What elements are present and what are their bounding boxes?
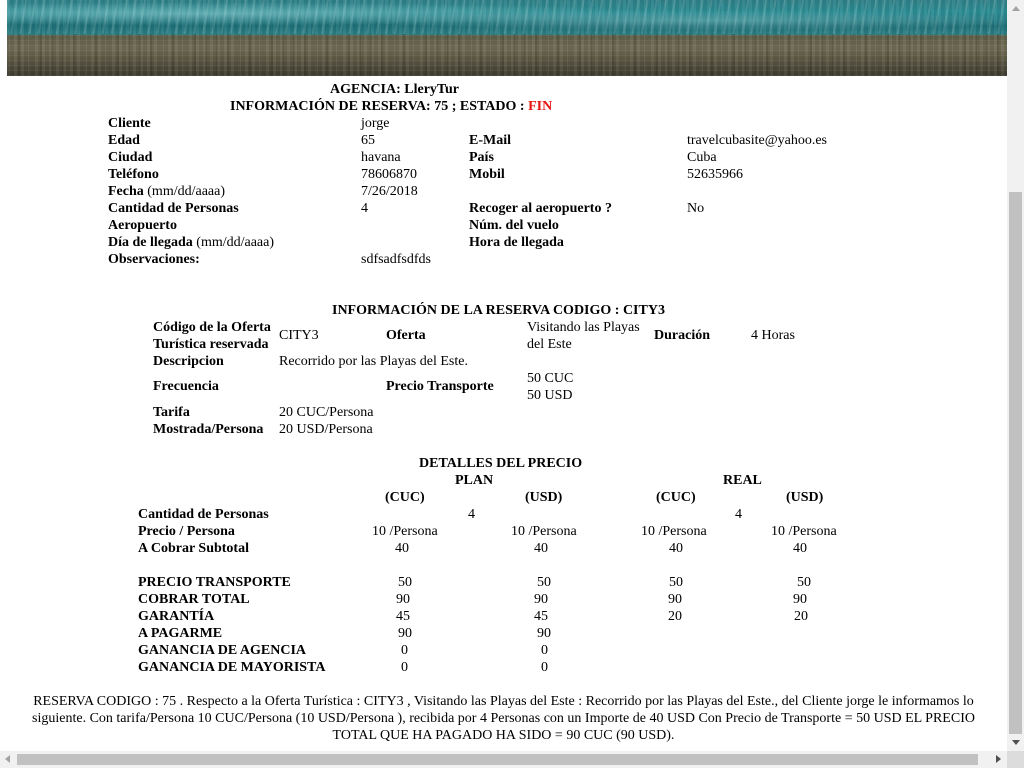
horizontal-scroll-thumb[interactable] [17, 754, 978, 765]
reservation-info-label: INFORMACIÓN DE RESERVA: 75 ; ESTADO : [230, 99, 525, 114]
mobil-value: 52635966 [687, 167, 743, 182]
real-usd-header: (USD) [786, 490, 824, 505]
horizontal-scrollbar[interactable] [0, 751, 1007, 768]
oferta-value-line1: Visitando las Playas [527, 320, 640, 335]
price-cell: 90 [537, 626, 551, 641]
plan-cuc-header: (CUC) [385, 490, 425, 505]
edad-label: Edad [108, 133, 140, 148]
price-row-label: A Cobrar Subtotal [138, 541, 249, 556]
price-row-label: COBRAR TOTAL [138, 592, 250, 607]
price-cell: 40 [669, 541, 683, 556]
email-label: E-Mail [469, 133, 511, 148]
summary-line-1: RESERVA CODIGO : 75 . Respecto a la Oferta Turística : CITY3 , Visitando las Playas del Este : Recorrido por las Playas del Este., del Cliente jorge le informamos lo [33, 694, 974, 709]
vertical-scrollbar[interactable] [1007, 0, 1024, 751]
cliente-value: jorge [361, 116, 390, 131]
price-row-label: GANANCIA DE AGENCIA [138, 643, 307, 658]
email-value: travelcubasite@yahoo.es [687, 133, 828, 148]
price-row-label: PRECIO TRANSPORTE [138, 575, 291, 590]
mobil-label: Mobil [469, 167, 505, 182]
price-cell: 0 [401, 643, 408, 658]
llegada-hint: (mm/dd/aaaa) [196, 235, 275, 250]
real-cuc-header: (CUC) [656, 490, 696, 505]
tarifa-usd: 20 USD/Persona [279, 422, 373, 437]
hora-label: Hora de llegada [469, 235, 564, 250]
price-cell: 40 [395, 541, 409, 556]
price-cell: 90 [534, 592, 548, 607]
observaciones-label: Observaciones: [108, 252, 200, 267]
price-cell: 90 [793, 592, 807, 607]
summary-line-2: siguiente. Con tarifa/Persona 10 CUC/Persona (10 USD/Persona ), recibida por 4 Personas con un Importe de 40 USD Con Precio de Transporte = 50 USD EL PRECIO [32, 711, 975, 726]
plan-usd-header: (USD) [525, 490, 563, 505]
fecha-label-group [108, 183, 225, 200]
price-cell: 0 [541, 643, 548, 658]
price-row-label: Precio / Persona [138, 524, 235, 539]
llegada-label: Día de llegada [108, 235, 193, 250]
precio-transporte-usd: 50 USD [527, 388, 573, 403]
price-cell: 90 [398, 626, 412, 641]
price-cell: 45 [396, 609, 410, 624]
plan-personas-value: 4 [468, 507, 475, 522]
price-cell: 0 [541, 660, 548, 675]
price-cell: 10 /Persona [771, 524, 837, 539]
frecuencia-label: Frecuencia [153, 379, 219, 394]
codigo-label-line2: Turística reservada [153, 337, 269, 352]
oferta-value-line2: del Este [527, 337, 572, 352]
descripcion-value: Recorrido por las Playas del Este. [279, 354, 468, 369]
scrollbar-corner [1007, 751, 1024, 768]
price-row-label: GANANCIA DE MAYORISTA [138, 660, 326, 675]
price-cell: 10 /Persona [372, 524, 438, 539]
descripcion-label: Descripcion [153, 354, 224, 369]
recoger-value: No [687, 201, 705, 216]
codigo-value: CITY3 [279, 328, 319, 343]
price-cell: 50 [797, 575, 811, 590]
price-cell: 0 [401, 660, 408, 675]
banner-seawall [7, 34, 1007, 76]
pais-value: Cuba [687, 150, 717, 165]
ciudad-value: havana [361, 150, 401, 165]
banner-sea [7, 0, 1007, 34]
tarifa-label-line2: Mostrada/Persona [153, 422, 264, 437]
price-cell: 90 [396, 592, 410, 607]
duracion-label: Duración [654, 328, 710, 343]
fecha-value: 7/26/2018 [361, 184, 418, 199]
price-row-label: GARANTÍA [138, 609, 215, 624]
aeropuerto-label: Aeropuerto [108, 218, 177, 233]
price-cell: 45 [534, 609, 548, 624]
price-cell: 10 /Persona [641, 524, 707, 539]
telefono-value: 78606870 [361, 167, 417, 182]
tarifa-cuc: 20 CUC/Persona [279, 405, 374, 420]
price-cell: 50 [398, 575, 412, 590]
cantidad-label: Cantidad de Personas [108, 201, 239, 216]
tarifa-label-line1: Tarifa [153, 405, 190, 420]
arrow-up-icon [1012, 6, 1020, 11]
llegada-label-group [108, 234, 274, 251]
price-cell: 20 [668, 609, 682, 624]
price-row-label: A PAGARME [138, 626, 223, 641]
summary-line-3: TOTAL QUE HA PAGADO HA SIDO = 90 CUC (90 USD). [332, 728, 675, 743]
duracion-value: 4 Horas [751, 328, 795, 343]
agency-label: AGENCIA: [330, 82, 401, 97]
header-banner-image [7, 0, 1007, 76]
price-row-label: Cantidad de Personas [138, 507, 269, 522]
reservation-heading [230, 98, 552, 115]
price-cell: 10 /Persona [511, 524, 577, 539]
arrow-right-icon[interactable] [996, 755, 1001, 763]
price-cell: 90 [668, 592, 682, 607]
pais-label: País [469, 150, 494, 165]
codigo-label-line1: Código de la Oferta [153, 320, 271, 335]
cliente-label: Cliente [108, 116, 151, 131]
arrow-left-icon[interactable] [5, 755, 10, 763]
oferta-label: Oferta [386, 328, 426, 343]
precio-transporte-label: Precio Transporte [386, 379, 494, 394]
scroll-up-button[interactable] [1007, 0, 1024, 17]
price-cell: 40 [534, 541, 548, 556]
price-cell: 50 [537, 575, 551, 590]
price-cell: 50 [669, 575, 683, 590]
price-cell: 20 [794, 609, 808, 624]
price-section-title: DETALLES DEL PRECIO [419, 456, 583, 471]
fecha-hint: (mm/dd/aaaa) [147, 184, 226, 199]
agency-heading [330, 81, 459, 98]
plan-header: PLAN [455, 473, 494, 488]
real-header: REAL [723, 473, 762, 488]
telefono-label: Teléfono [108, 167, 159, 182]
recoger-label: Recoger al aeropuerto ? [469, 201, 612, 216]
ciudad-label: Ciudad [108, 150, 153, 165]
vertical-scroll-thumb[interactable] [1009, 192, 1022, 734]
status-badge: FIN [528, 99, 553, 114]
observaciones-value: sdfsadfsdfds [361, 252, 431, 267]
vuelo-label: Núm. del vuelo [469, 218, 559, 233]
real-personas-value: 4 [735, 507, 742, 522]
edad-value: 65 [361, 133, 375, 148]
offer-section-title: INFORMACIÓN DE LA RESERVA CODIGO : CITY3 [332, 303, 665, 318]
price-cell: 40 [793, 541, 807, 556]
precio-transporte-cuc: 50 CUC [527, 371, 574, 386]
agency-name: LleryTur [404, 82, 459, 97]
fecha-label: Fecha [108, 184, 144, 199]
cantidad-value: 4 [361, 201, 368, 216]
arrow-down-icon [1012, 740, 1020, 745]
scroll-down-button[interactable] [1007, 734, 1024, 751]
